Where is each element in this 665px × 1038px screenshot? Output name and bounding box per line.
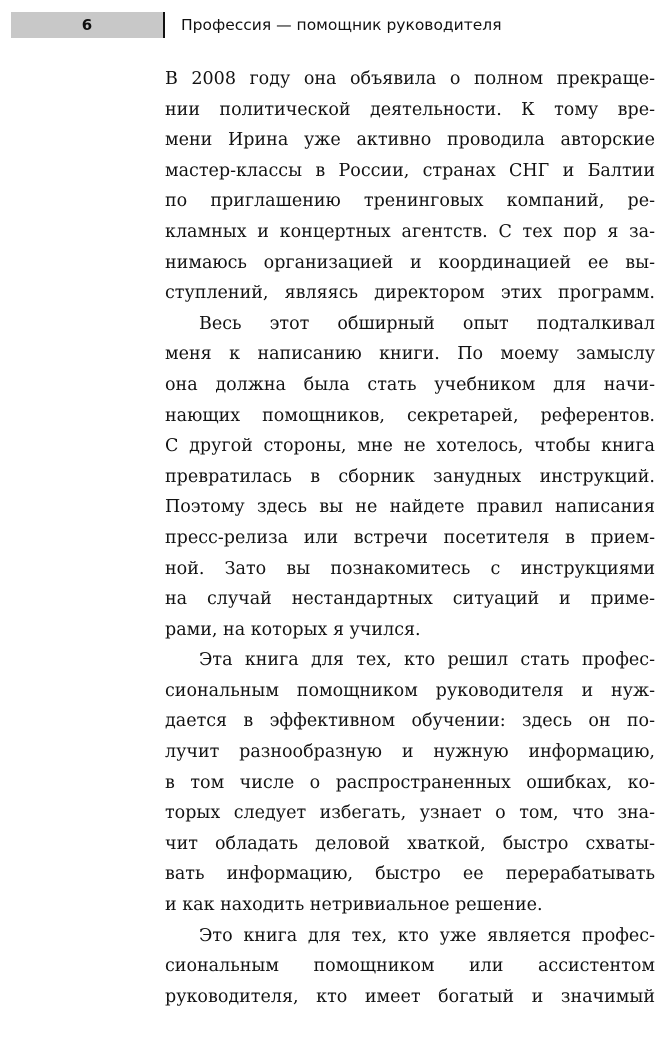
paragraph bbox=[165, 921, 655, 1013]
text-line: кламных и концертных агентств. С тех пор я за- bbox=[165, 221, 655, 242]
text-line: В 2008 году она объявила о полном прекраще- bbox=[165, 69, 655, 89]
running-title: Профессия — помощник руководителя bbox=[181, 16, 502, 34]
text-line: меня к написанию книги. По моему замыслу bbox=[165, 344, 655, 365]
text-line: на случай нестандартных ситуаций и приме- bbox=[165, 589, 655, 610]
text-line: С другой стороны, мне не хотелось, чтобы книга bbox=[165, 436, 655, 457]
text-line: ступлений, являясь директором этих программ. bbox=[165, 283, 655, 304]
body-text bbox=[165, 64, 655, 1012]
text-line: мастер-классы в России, странах СНГ и Балтии bbox=[165, 160, 655, 181]
paragraph bbox=[165, 645, 655, 920]
page-header bbox=[0, 12, 665, 38]
text-line: в том числе о распространенных ошибках, ко- bbox=[165, 772, 655, 793]
text-line: Поэтому здесь вы не найдете правил написания bbox=[165, 497, 655, 518]
text-line: сиональным помощником руководителя и нуж- bbox=[165, 680, 655, 701]
text-line: дается в эффективном обучении: здесь он по- bbox=[165, 711, 655, 732]
text-line: мени Ирина уже активно проводила авторские bbox=[165, 130, 655, 151]
text-line: пресс-релиза или встречи посетителя в прием- bbox=[165, 527, 655, 548]
text-line: Это книга для тех, кто уже является профес- bbox=[199, 925, 655, 946]
text-line: вать информацию, быстро ее перерабатывать bbox=[165, 864, 655, 885]
text-line: ной. Зато вы познакомитесь с инструкциями bbox=[165, 558, 655, 579]
text-line: превратилась в сборник занудных инструкций. bbox=[165, 466, 655, 487]
text-line: по приглашению тренинговых компаний, ре- bbox=[165, 191, 655, 212]
text-line: рами, на которых я учился. bbox=[165, 619, 421, 640]
header-divider bbox=[163, 12, 165, 38]
text-line: руководителя, кто имеет богатый и значимый bbox=[165, 986, 655, 1007]
text-line: лучит разнообразную и нужную информацию, bbox=[165, 742, 655, 763]
page-number: 6 bbox=[11, 12, 163, 38]
text-line: нимаюсь организацией и координацией ее вы- bbox=[165, 252, 655, 273]
text-line: чит обладать деловой хваткой, быстро схваты- bbox=[165, 833, 655, 854]
text-line: нии политической деятельности. К тому вре- bbox=[165, 99, 655, 120]
text-line: она должна была стать учебником для начи- bbox=[165, 374, 655, 395]
text-line: нающих помощников, секретарей, референтов. bbox=[165, 405, 655, 426]
paragraph bbox=[165, 64, 655, 309]
paragraph bbox=[165, 309, 655, 646]
text-line: сиональным помощником или ассистентом bbox=[165, 956, 655, 977]
text-line: и как находить нетривиальное решение. bbox=[165, 895, 543, 916]
text-line: Эта книга для тех, кто решил стать профес- bbox=[199, 650, 655, 671]
text-line: торых следует избегать, узнает о том, что зна- bbox=[165, 803, 655, 824]
text-line: Весь этот обширный опыт подталкивал bbox=[199, 313, 655, 334]
